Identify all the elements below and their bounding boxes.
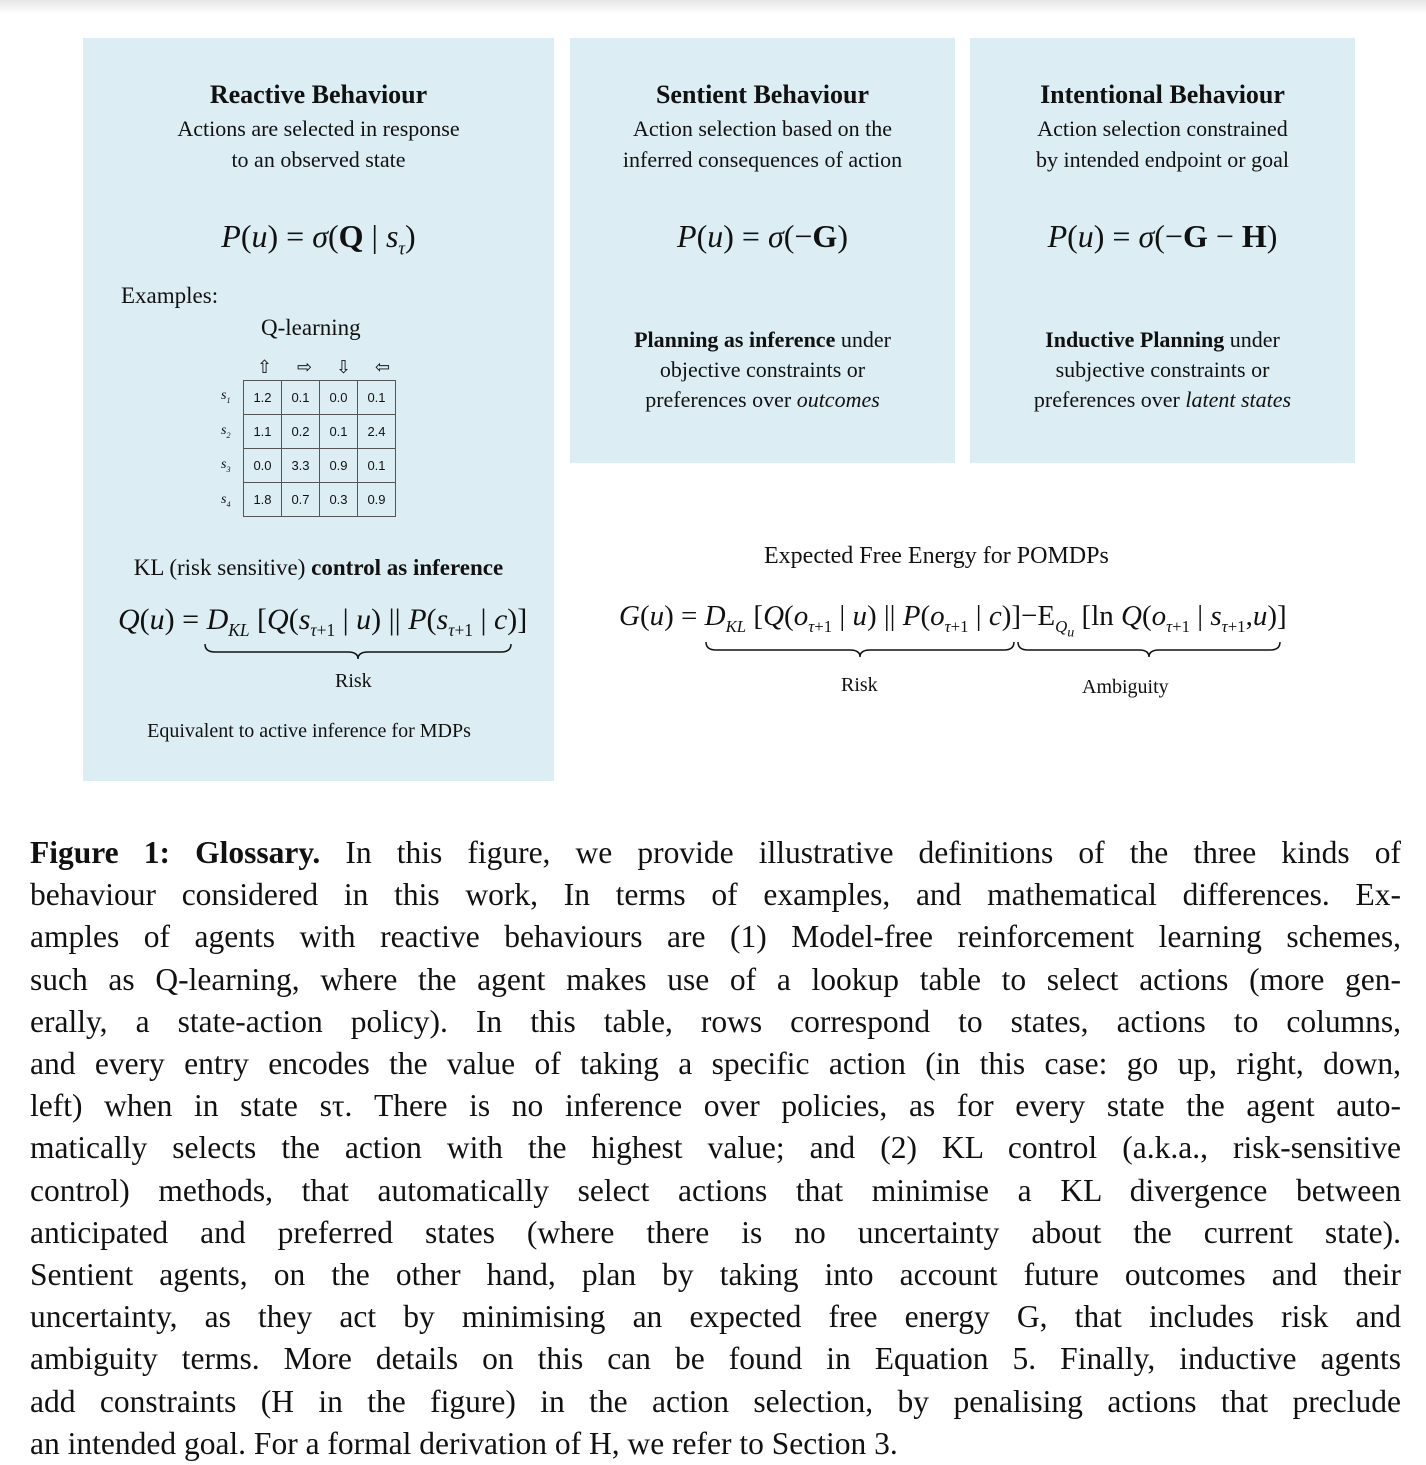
risk-brace-efe xyxy=(704,640,1016,658)
sentient-equation: P(u) = σ(−G) xyxy=(677,218,848,254)
top-edge-shadow xyxy=(0,0,1426,14)
caption-line: and every entry encodes the value of taking a specific action (in this case: go up, right, down, xyxy=(30,1046,1401,1082)
kl-equation: $Q(u) = D_{KL}$ [$Q(s_{\tau+1}$ | u) || $P(s_{\tau+1}$ | c)] xyxy=(118,603,528,640)
row-label-s4: $s_4$ xyxy=(221,492,231,509)
intentional-subtitle-line1: Action selection constrained xyxy=(1037,116,1288,141)
risk-brace-kl xyxy=(203,642,513,660)
intentional-planning-line2: subjective constraints or xyxy=(1055,357,1270,382)
table-row xyxy=(244,449,396,483)
ambiguity-label-efe: Ambiguity xyxy=(1082,676,1169,698)
intentional-planning-rest: under xyxy=(1224,327,1280,352)
table-cell: 0.9 xyxy=(358,483,396,517)
intentional-planning-line1 xyxy=(970,324,1355,355)
kl-heading-bold: control as inference xyxy=(311,555,504,580)
table-cell: 3.3 xyxy=(282,449,320,483)
intentional-planning-line3-italic: latent states xyxy=(1185,387,1292,412)
caption-line: erally, a state-action policy). In this table, rows correspond to states, actions to columns, xyxy=(30,1003,1401,1039)
table-row xyxy=(244,415,396,449)
sentient-subtitle-line1: Action selection based on the xyxy=(632,116,893,141)
left-arrow-icon: ⇦ xyxy=(375,357,391,378)
caption-line: behaviour considered in this work, In terms of examples, and mathematical differences. Ex- xyxy=(30,877,1401,913)
sentient-planning-line3 xyxy=(570,384,955,415)
sentient-planning-line2: objective constraints or xyxy=(659,357,866,382)
risk-label-efe: Risk xyxy=(841,674,878,696)
row-label-s1: $s_1$ xyxy=(221,388,231,405)
table-cell: 1.2 xyxy=(244,381,282,415)
sentient-subtitle-line2: inferred consequences of action xyxy=(622,147,903,172)
caption-line: matically selects the action with the highest value; and (2) KL control (a.k.a., risk-sensitive xyxy=(30,1130,1401,1166)
sentient-title: Sentient Behaviour xyxy=(655,80,870,109)
efe-equation: $G(u) = D_{KL}$ [$Q(o_{\tau+1}$ | u) || $P(o_{\tau+1}$ | $c)]-E_{Q_u}$ [ln $Q(o_{\tau+1}$ | $s_{\tau+1},u$)] xyxy=(619,600,1287,641)
sentient-planning-line3-italic: outcomes xyxy=(796,387,880,412)
table-cell: 0.0 xyxy=(244,449,282,483)
table-cell: 0.1 xyxy=(320,415,358,449)
table-cell: 0.1 xyxy=(358,381,396,415)
reactive-footer: Equivalent to active inference for MDPs xyxy=(147,720,471,742)
reactive-subtitle-line2: to an observed state xyxy=(231,147,406,172)
caption-line: add constraints (H in the figure) in the action selection, by penalising actions that preclude xyxy=(30,1383,1401,1419)
caption-line: control) methods, that automatically select actions that minimise a KL divergence between xyxy=(30,1172,1401,1208)
table-cell: 0.7 xyxy=(282,483,320,517)
row-label-s2: $s_2$ xyxy=(221,423,231,440)
intentional-planning-bold: Inductive Planning xyxy=(1045,327,1225,352)
sentient-planning-line1 xyxy=(570,324,955,355)
kl-heading-plain: KL (risk sensitive) xyxy=(133,555,312,580)
right-arrow-icon: ⇨ xyxy=(297,357,313,378)
table-cell: 1.1 xyxy=(244,415,282,449)
q-table xyxy=(243,380,396,517)
caption-line: amples of agents with reactive behaviours are (1) Model-free reinforcement learning schemes, xyxy=(30,919,1401,955)
examples-label: Examples: xyxy=(121,283,219,308)
table-cell: 0.1 xyxy=(358,449,396,483)
intentional-equation: P(u) = σ(−G − H) xyxy=(1047,218,1278,254)
intentional-title: Intentional Behaviour xyxy=(1040,80,1285,109)
table-cell: 0.9 xyxy=(320,449,358,483)
caption-line: uncertainty, as they act by minimising an expected free energy G, that includes risk and xyxy=(30,1299,1401,1335)
table-row xyxy=(244,381,396,415)
intentional-subtitle-line2: by intended endpoint or goal xyxy=(1036,147,1289,172)
reactive-equation: P(u) = σ(Q | $s_\tau$) xyxy=(221,218,416,260)
efe-title: Expected Free Energy for POMDPs xyxy=(764,543,1109,569)
table-cell: 2.4 xyxy=(358,415,396,449)
table-row xyxy=(244,483,396,517)
up-arrow-icon: ⇧ xyxy=(257,357,273,378)
table-cell: 0.2 xyxy=(282,415,320,449)
ambiguity-brace-efe xyxy=(1016,640,1282,658)
caption-line: such as Q-learning, where the agent makes use of a lookup table to select actions (more gen- xyxy=(30,961,1401,997)
intentional-panel xyxy=(970,38,1355,463)
caption-line: left) when in state sτ. There is no inference over policies, as for every state the agent auto- xyxy=(30,1088,1401,1124)
sentient-planning-bold: Planning as inference xyxy=(634,327,836,352)
reactive-subtitle-line1: Actions are selected in response xyxy=(177,116,460,141)
figure-caption xyxy=(30,832,1401,1465)
table-cell: 0.0 xyxy=(320,381,358,415)
caption-line: an intended goal. For a formal derivation of H, we refer to Section 3. xyxy=(30,1425,898,1461)
down-arrow-icon: ⇩ xyxy=(336,357,352,378)
caption-line: anticipated and preferred states (where there is no uncertainty about the current state). xyxy=(30,1214,1401,1250)
row-label-s3: $s_3$ xyxy=(221,457,231,474)
caption-label: Figure 1: Glossary. xyxy=(30,835,321,870)
table-cell: 0.1 xyxy=(282,381,320,415)
table-cell: 0.3 xyxy=(320,483,358,517)
sentient-planning-line3-plain: preferences over xyxy=(645,387,797,412)
caption-line: Sentient agents, on the other hand, plan by taking into account future outcomes and their xyxy=(30,1257,1401,1293)
risk-label-kl: Risk xyxy=(335,670,372,692)
intentional-planning-line3 xyxy=(970,384,1355,415)
caption-line: Figure 1: Glossary. In this figure, we provide illustrative definitions of the three kinds of xyxy=(30,835,1401,870)
qlearning-label: Q-learning xyxy=(261,315,361,340)
sentient-panel xyxy=(570,38,955,463)
reactive-title: Reactive Behaviour xyxy=(209,80,428,109)
table-cell: 1.8 xyxy=(244,483,282,517)
kl-heading xyxy=(83,555,554,581)
caption-line: ambiguity terms. More details on this can be found in Equation 5. Finally, inductive agents xyxy=(30,1341,1401,1377)
sentient-planning-rest: under xyxy=(835,327,891,352)
intentional-planning-line3-plain: preferences over xyxy=(1033,387,1186,412)
